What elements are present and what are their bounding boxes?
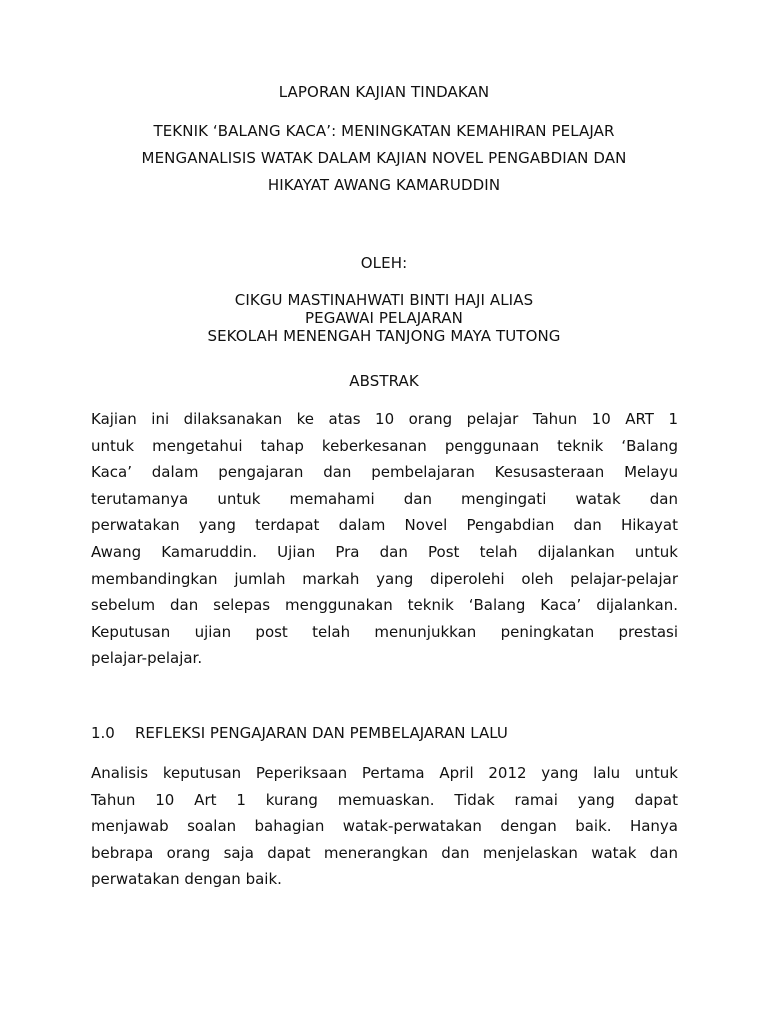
- abstract-line: Awang Kamaruddin. Ujian Pra dan Post telah dijalankan untuk: [91, 542, 678, 561]
- section-line: perwatakan dengan baik.: [91, 870, 282, 889]
- author-school: SEKOLAH MENENGAH TANJONG MAYA TUTONG: [207, 327, 561, 345]
- section-line: menjawab soalan bahagian watak-perwatakan dengan baik. Hanya: [91, 817, 678, 836]
- abstract-line: untuk mengetahui tahap keberkesanan penggunaan teknik ‘Balang: [91, 436, 678, 455]
- abstract-line: Kajian ini dilaksanakan ke atas 10 orang pelajar Tahun 10 ART 1: [91, 410, 678, 428]
- abstract-heading: ABSTRAK: [349, 372, 419, 390]
- title-line: HIKAYAT AWANG KAMARUDDIN: [267, 176, 501, 194]
- section-title: REFLEKSI PENGAJARAN DAN PEMBELAJARAN LALU: [135, 724, 508, 742]
- abstract-line: terutamanya untuk memahami dan mengingati watak dan: [91, 489, 678, 508]
- author-position: PEGAWAI PELAJARAN: [305, 309, 463, 327]
- section-line: Tahun 10 Art 1 kurang memuaskan. Tidak ramai yang dapat: [91, 790, 678, 809]
- title-line: TEKNIK ‘BALANG KACA’: MENINGKATAN KEMAHIRAN PELAJAR: [153, 122, 615, 140]
- section-number: 1.0: [91, 724, 115, 742]
- abstract-line: membandingkan jumlah markah yang diperolehi oleh pelajar-pelajar: [91, 569, 678, 588]
- by-label: OLEH:: [360, 254, 408, 272]
- section-line: Analisis keputusan Peperiksaan Pertama April 2012 yang lalu untuk: [91, 764, 678, 782]
- section-paragraph: [91, 760, 678, 893]
- report-label: LAPORAN KAJIAN TINDAKAN: [278, 83, 490, 101]
- abstract-line: sebelum dan selepas menggunakan teknik ‘Balang Kaca’ dijalankan.: [91, 596, 678, 615]
- title-line: MENGANALISIS WATAK DALAM KAJIAN NOVEL PENGABDIAN DAN: [141, 149, 627, 167]
- author-name: CIKGU MASTINAHWATI BINTI HAJI ALIAS: [234, 291, 534, 309]
- section-line: bebrapa orang saja dapat menerangkan dan menjelaskan watak dan: [91, 843, 678, 862]
- abstract-line: Kaca’ dalam pengajaran dan pembelajaran Kesusasteraan Melayu: [91, 463, 678, 482]
- section-heading: [91, 724, 508, 742]
- abstract-line: perwatakan yang terdapat dalam Novel Pengabdian dan Hikayat: [91, 516, 678, 535]
- abstract-paragraph: [91, 406, 678, 672]
- abstract-line: Keputusan ujian post telah menunjukkan peningkatan prestasi: [91, 622, 678, 641]
- abstract-line: pelajar-pelajar.: [91, 649, 203, 668]
